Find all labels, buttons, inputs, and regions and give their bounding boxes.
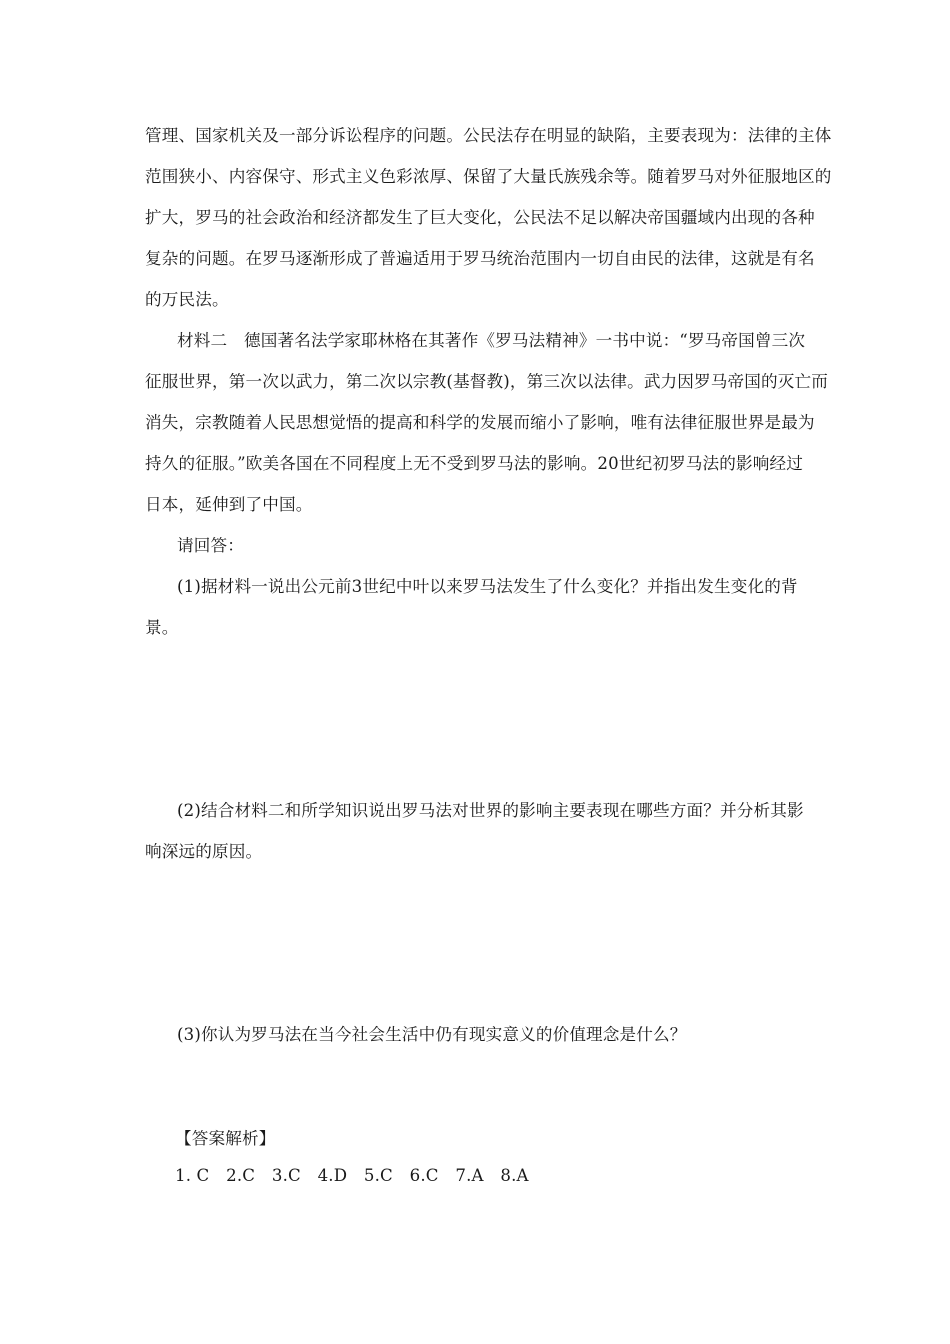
material-one-line-1: 管理、国家机关及一部分诉讼程序的问题。公民法存在明显的缺陷，主要表现为：法律的主体 [145,126,832,145]
material-two-line-4: 持久的征服。”欧美各国在不同程度上无不受到罗马法的影响。20世纪初罗马法的影响经过 [145,454,804,473]
material-two-line-2: 征服世界，第一次以武力，第二次以宗教(基督教)，第三次以法律。武力因罗马帝国的灭亡而 [145,372,828,391]
material-one-line-4: 复杂的问题。在罗马逐渐形成了普遍适用于罗马统治范围内一切自由民的法律，这就是有名 [145,249,815,268]
question-1-line-2: 景。 [145,618,179,637]
question-3-line-1: (3)你认为罗马法在当今社会生活中仍有现实意义的价值理念是什么？ [177,1025,687,1044]
question-2-line-1: (2)结合材料二和所学知识说出罗马法对世界的影响主要表现在哪些方面？并分析其影 [177,801,804,820]
question-1-line-1: (1)据材料一说出公元前3世纪中叶以来罗马法发生了什么变化？并指出发生变化的背 [177,577,798,596]
material-one-line-5: 的万民法。 [145,290,229,309]
answer-prompt: 请回答： [177,536,244,555]
material-two-line-1: 材料二 德国著名法学家耶林格在其著作《罗马法精神》一书中说：“罗马帝国曾三次 [177,331,806,350]
material-one-line-2: 范围狭小、内容保守、形式主义色彩浓厚、保留了大量氏族残余等。随着罗马对外征服地区的 [145,167,832,186]
material-two-line-3: 消失，宗教随着人民思想觉悟的提高和科学的发展而缩小了影响，唯有法律征服世界是最为 [145,413,815,432]
answer-heading: 【答案解析】 [175,1129,276,1148]
material-one-line-3: 扩大，罗马的社会政治和经济都发生了巨大变化，公民法不足以解决帝国疆域内出现的各种 [145,208,815,227]
answer-key: 1. C 2.C 3.C 4.D 5.C 6.C 7.A 8.A [175,1166,529,1185]
material-two-line-5: 日本，延伸到了中国。 [145,495,313,514]
question-2-line-2: 响深远的原因。 [145,842,263,861]
